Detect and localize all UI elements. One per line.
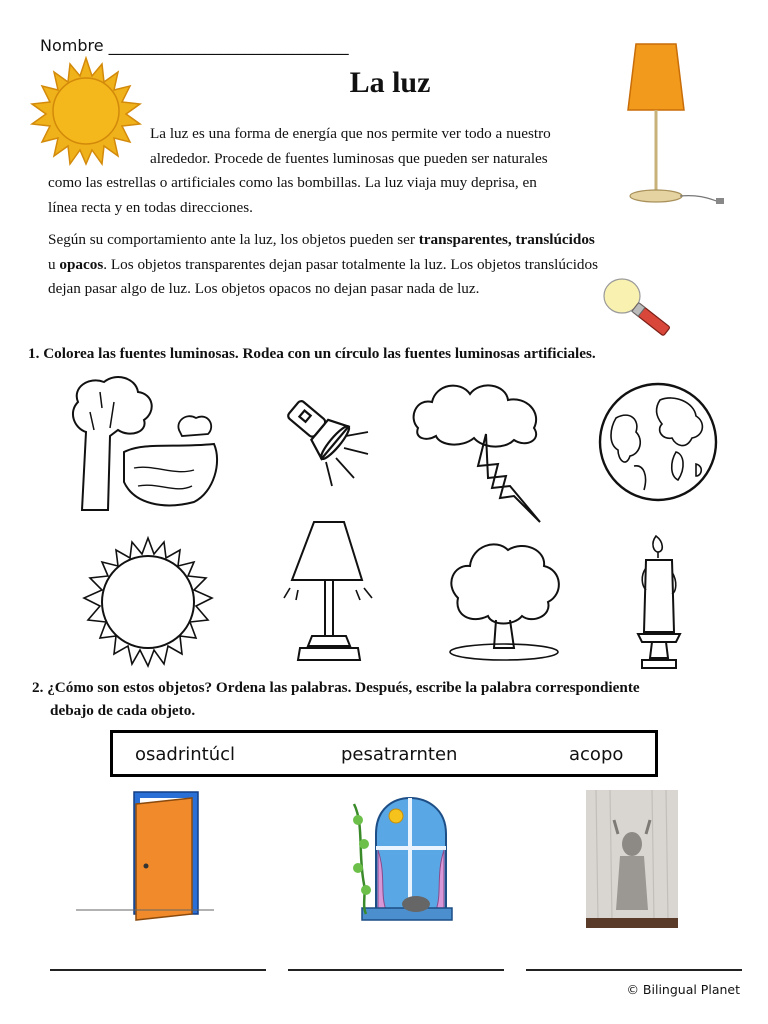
shower-curtain-photo [586, 790, 678, 928]
intro-paragraph-1-cont [48, 171, 537, 220]
sun-outline-drawing [78, 536, 218, 668]
intro-p1-line2: alrededor. Procede de fuentes luminosas que pueden ser naturales [150, 149, 548, 167]
word-scramble-box [110, 730, 658, 777]
intro-p2-bold-terms: transparentes, translúcidos [418, 231, 595, 248]
intro-p2-bold-opacos: opacos [59, 255, 104, 273]
sun-illustration [26, 58, 146, 164]
answer-line-3[interactable] [526, 969, 742, 971]
scrambled-word-1: osadrintúcl [135, 744, 236, 765]
landscape-illustration [64, 372, 224, 514]
globe-drawing [596, 380, 720, 504]
exercise-2-instruction [32, 676, 640, 722]
floor-lamp-illustration [622, 44, 732, 214]
intro-paragraph-1 [150, 122, 551, 171]
intro-p1-line1: La luz es una forma de energía que nos permite ver todo a nuestro [150, 125, 551, 142]
open-door-illustration [76, 790, 216, 920]
intro-p2-line1-text: Según su comportamiento ante la luz, los objetos pueden ser [48, 231, 419, 248]
tree-drawing [444, 536, 564, 662]
storm-cloud-drawing [408, 378, 548, 524]
intro-p2-line2-u: u [48, 255, 60, 273]
exercise-2-line1: 2. ¿Cómo son estos objetos? Ordena las palabras. Después, escribe la palabra correspondiente [32, 679, 640, 696]
name-field-label: Nombre ______________________________ [40, 36, 349, 55]
intro-p2-line3: dejan pasar algo de luz. Los objetos opacos no dejan pasar nada de luz. [48, 280, 480, 297]
exercise-1-instruction: 1. Colorea las fuentes luminosas. Rodea con un círculo las fuentes luminosas artificiales. [28, 345, 596, 362]
table-lamp-drawing [284, 518, 374, 666]
intro-p1-line3: como las estrellas o artificiales como las bombillas. La luz viaja muy deprisa, en [48, 174, 537, 191]
exercise-2-line2: debajo de cada objeto. [50, 702, 196, 719]
window-illustration [350, 794, 454, 924]
intro-p2-line2-text: . Los objetos transparentes dejan pasar totalmente la luz. Los objetos translúcidos [103, 255, 599, 273]
candle-drawing [636, 532, 686, 672]
intro-p1-line4: línea recta y en todas direcciones. [48, 198, 253, 216]
scrambled-word-3: acopo [569, 744, 624, 765]
page-title: La luz [349, 66, 431, 99]
intro-paragraph-2 [48, 228, 598, 302]
scrambled-word-2: pesatrarnten [341, 744, 458, 765]
copyright-text: © Bilingual Planet [626, 982, 740, 997]
flashlight-illustration [602, 276, 678, 338]
flashlight-outline-drawing [276, 392, 376, 492]
answer-line-2[interactable] [288, 969, 504, 971]
answer-line-1[interactable] [50, 969, 266, 971]
